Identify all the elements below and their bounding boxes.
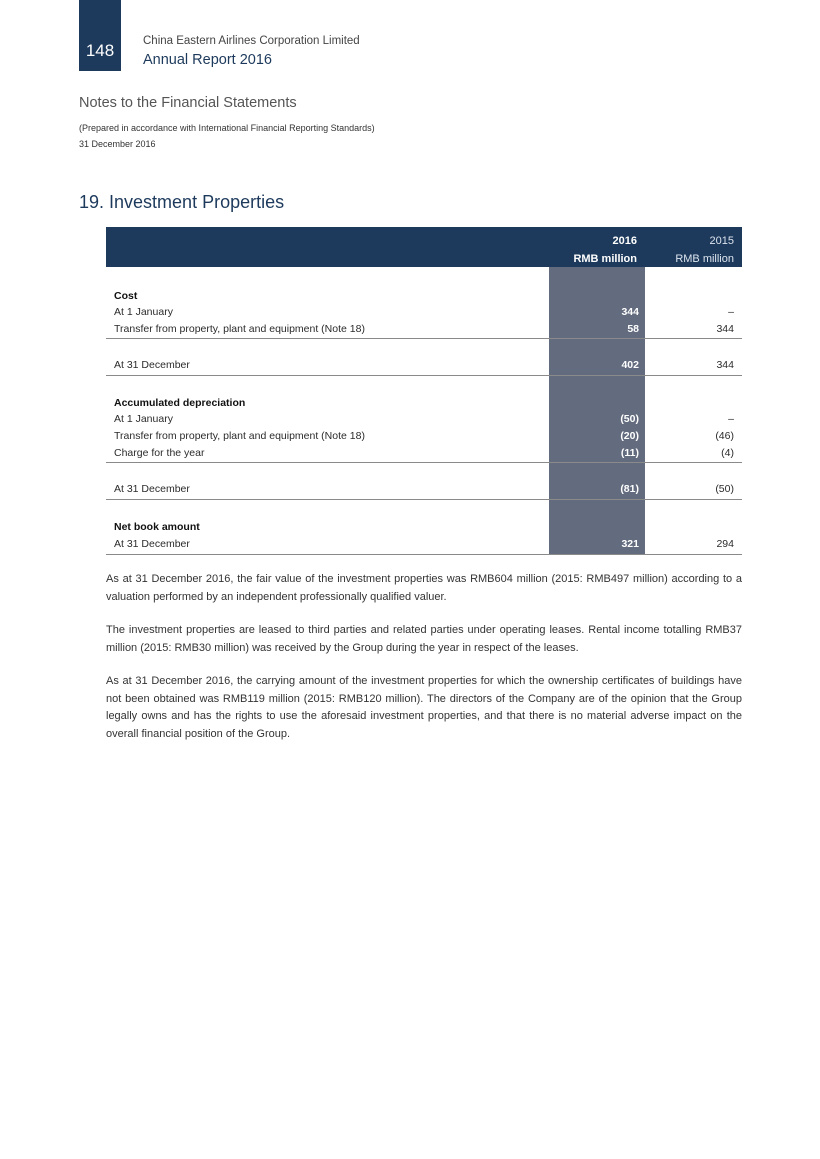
row-label: Transfer from property, plant and equipment (Note 18) bbox=[114, 430, 365, 442]
table-row bbox=[106, 304, 742, 320]
row-label: At 31 December bbox=[114, 483, 190, 495]
divider bbox=[106, 375, 742, 376]
page-number: 148 bbox=[85, 41, 115, 60]
notes-title: Notes to the Financial Statements bbox=[79, 95, 297, 111]
column-header-2016 bbox=[549, 232, 637, 268]
column-header-2015 bbox=[646, 232, 734, 268]
divider bbox=[106, 554, 742, 555]
row-label: At 31 December bbox=[114, 538, 190, 550]
table-body bbox=[106, 267, 742, 557]
row-label: Cost bbox=[114, 290, 138, 302]
value-2015: (46) bbox=[715, 430, 734, 442]
table-row bbox=[106, 445, 742, 461]
value-2015: – bbox=[728, 413, 734, 425]
row-label: At 1 January bbox=[114, 413, 173, 425]
table-row bbox=[106, 428, 742, 444]
investment-properties-table bbox=[106, 227, 742, 557]
divider bbox=[106, 338, 742, 339]
value-2016: 321 bbox=[621, 538, 639, 550]
report-title: Annual Report 2016 bbox=[143, 52, 272, 68]
notes-subtitle-standards: (Prepared in accordance with International Financial Reporting Standards) bbox=[79, 123, 375, 133]
table-row bbox=[106, 395, 742, 411]
table-row bbox=[106, 321, 742, 337]
table-row bbox=[106, 481, 742, 497]
table-row bbox=[106, 536, 742, 552]
row-label: Transfer from property, plant and equipment (Note 18) bbox=[114, 323, 365, 335]
value-2016: (20) bbox=[620, 430, 639, 442]
value-2015: 344 bbox=[716, 323, 734, 335]
value-2016: 402 bbox=[621, 359, 639, 371]
row-label: Accumulated depreciation bbox=[114, 397, 246, 409]
notes-subtitle-date: 31 December 2016 bbox=[79, 139, 156, 149]
column-header-2015-unit: RMB million bbox=[675, 253, 734, 265]
value-2016: (81) bbox=[620, 483, 639, 495]
column-header-2016-unit: RMB million bbox=[573, 253, 637, 265]
page-number-tab bbox=[79, 0, 121, 71]
column-header-2016-year: 2016 bbox=[612, 235, 637, 247]
section-heading: 19. Investment Properties bbox=[79, 192, 285, 212]
divider bbox=[106, 462, 742, 463]
value-2015: (50) bbox=[715, 483, 734, 495]
value-2015: (4) bbox=[721, 447, 734, 459]
row-label: At 1 January bbox=[114, 306, 173, 318]
table-row bbox=[106, 411, 742, 427]
value-2016: (11) bbox=[620, 447, 639, 459]
table-header bbox=[106, 227, 742, 267]
value-2015: 344 bbox=[716, 359, 734, 371]
paragraph-ownership-certificates: As at 31 December 2016, the carrying amount of the investment properties for which the ownership certificates of buildings have not been obtained was RMB119 million (2015: RMB120 million). The directors of the Company are of the opinion that the Group legally owns and has the rights to use the aforesaid investment properties, and that there is no material adverse impact on the overall financial position of the Group. bbox=[106, 675, 742, 740]
row-label: Charge for the year bbox=[114, 447, 205, 459]
value-2016: 58 bbox=[627, 323, 639, 335]
paragraph-rental-income: The investment properties are leased to third parties and related parties under operating leases. Rental income totalling RMB37 million (2015: RMB30 million) was received by the Group during the year in respect of the leases. bbox=[106, 624, 742, 654]
value-2015: – bbox=[728, 306, 734, 318]
company-name: China Eastern Airlines Corporation Limited bbox=[143, 35, 360, 47]
table-row bbox=[106, 288, 742, 304]
row-label: At 31 December bbox=[114, 359, 190, 371]
row-label: Net book amount bbox=[114, 521, 200, 533]
column-header-2015-year: 2015 bbox=[709, 235, 734, 247]
value-2016: (50) bbox=[620, 413, 639, 425]
paragraph-fair-value: As at 31 December 2016, the fair value of the investment properties was RMB604 million (2015: RMB497 million) according to a valuation performed by an independent professionally qualified valuer. bbox=[106, 573, 742, 603]
table-row bbox=[106, 519, 742, 535]
value-2015: 294 bbox=[716, 538, 734, 550]
divider bbox=[106, 499, 742, 500]
table-row bbox=[106, 357, 742, 373]
value-2016: 344 bbox=[621, 306, 639, 318]
